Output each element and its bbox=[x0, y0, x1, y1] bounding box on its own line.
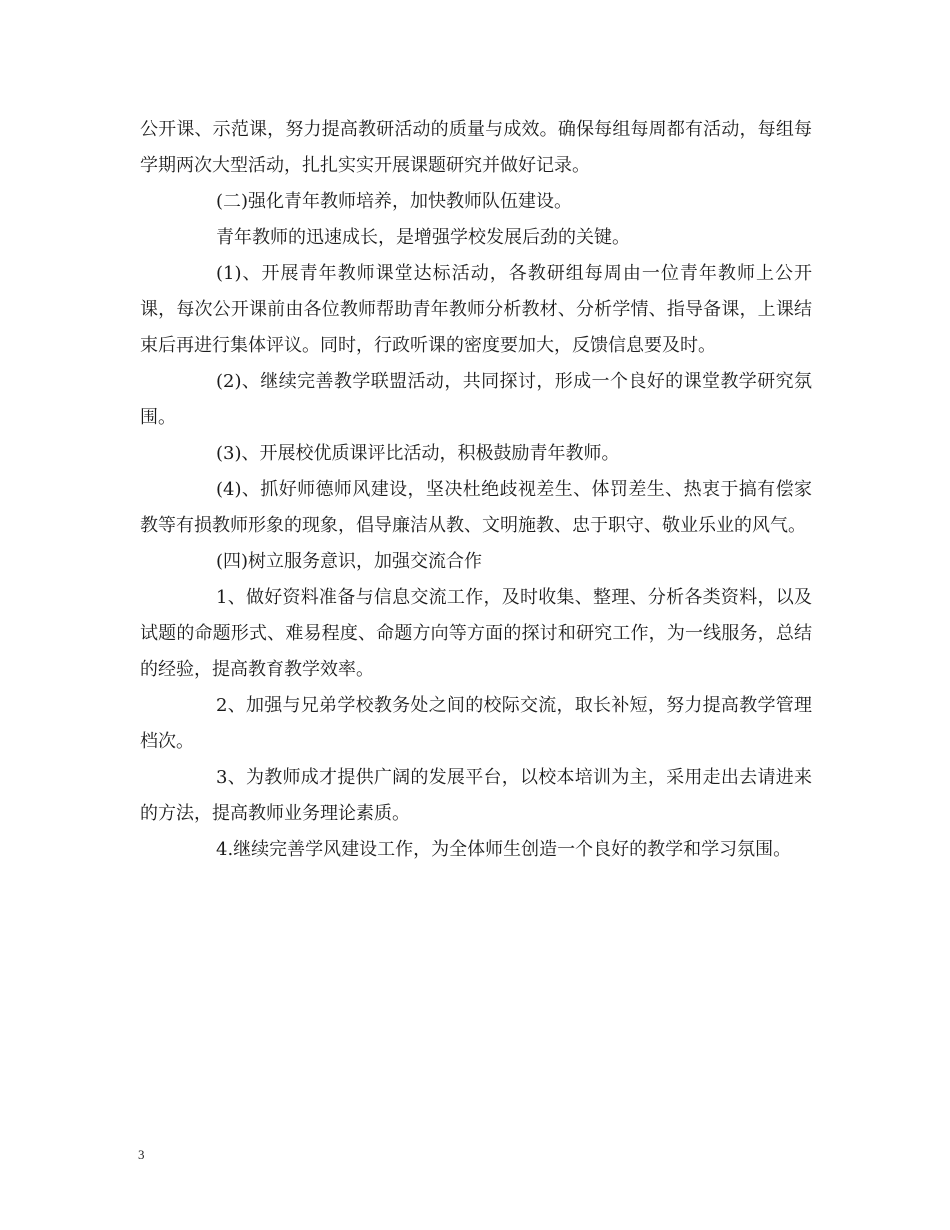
list-item: 2、加强与兄弟学校教务处之间的校际交流，取长补短，努力提高教学管理档次。 bbox=[140, 695, 812, 752]
document-body bbox=[140, 112, 812, 868]
paragraph: 青年教师的迅速成长，是增强学校发展后劲的关键。 bbox=[216, 227, 630, 248]
list-item: 4.继续完善学风建设工作，为全体师生创造一个良好的教学和学习氛围。 bbox=[216, 839, 792, 860]
list-item: (4)、抓好师德师风建设，坚决杜绝歧视差生、体罚差生、热衷于搞有偿家教等有损教师形象的现象，倡导廉洁从教、文明施教、忠于职守、敬业乐业的风气。 bbox=[140, 479, 812, 536]
list-item: 3、为教师成才提供广阔的发展平台，以校本培训为主，采用走出去请进来的方法，提高教师业务理论素质。 bbox=[140, 767, 812, 824]
list-item: 1、做好资料准备与信息交流工作，及时收集、整理、分析各类资料，以及试题的命题形式、难易程度、命题方向等方面的探讨和研究工作，为一线服务，总结的经验，提高教育教学效率。 bbox=[140, 587, 812, 680]
list-item: (1)、开展青年教师课堂达标活动，各教研组每周由一位青年教师上公开课，每次公开课前由各位教师帮助青年教师分析教材、分析学情、指导备课，上课结束后再进行集体评议。同时，行政听课的密度要加大，反馈信息要及时。 bbox=[140, 263, 812, 356]
section-heading: (四)树立服务意识，加强交流合作 bbox=[216, 551, 483, 572]
paragraph: 公开课、示范课，努力提高教研活动的质量与成效。确保每组每周都有活动，每组每学期两次大型活动，扎扎实实开展课题研究并做好记录。 bbox=[140, 119, 812, 176]
section-heading: (二)强化青年教师培养，加快教师队伍建设。 bbox=[216, 191, 573, 212]
page-number: 3 bbox=[138, 1147, 145, 1162]
list-item: (3)、开展校优质课评比活动，积极鼓励青年教师。 bbox=[216, 443, 620, 464]
list-item: (2)、继续完善教学联盟活动，共同探讨，形成一个良好的课堂教学研究氛围。 bbox=[140, 371, 812, 428]
